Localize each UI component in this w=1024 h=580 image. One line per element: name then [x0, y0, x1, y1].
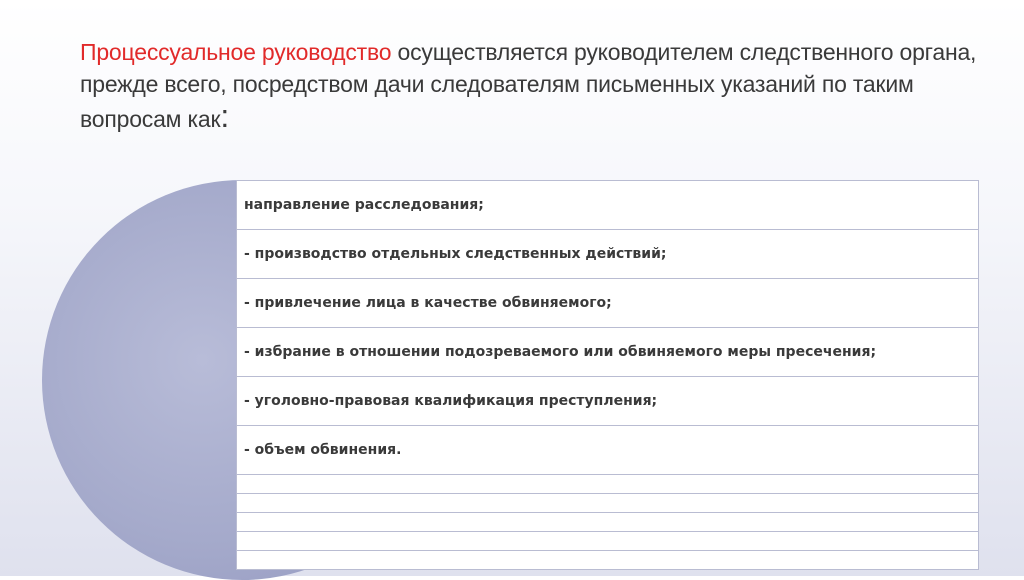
slide-title [80, 36, 980, 135]
title-rest: осуществляется руководителем следственного органа, прежде всего, посредством дачи следователям письменных указаний по таким вопросам как [80, 39, 977, 132]
list-item-text: направление расследования; [244, 197, 484, 213]
list-item [237, 377, 978, 426]
list-item-text: - уголовно-правовая квалификация преступления; [244, 393, 658, 409]
list-item [237, 426, 978, 475]
empty-row [237, 475, 978, 494]
list-item [237, 181, 978, 230]
list-item-text: - избрание в отношении подозреваемого или обвиняемого меры пресечения; [244, 344, 877, 360]
empty-row [237, 494, 978, 513]
title-colon: : [220, 98, 230, 134]
list-item [237, 230, 978, 279]
empty-row [237, 513, 978, 532]
title-accent: Процессуальное руководство [80, 39, 392, 65]
list-item-text: - объем обвинения. [244, 442, 402, 458]
list-item-text: - производство отдельных следственных действий; [244, 246, 667, 262]
empty-row [237, 532, 978, 551]
list-item [237, 279, 978, 328]
list-item-text: - привлечение лица в качестве обвиняемого; [244, 295, 612, 311]
instructions-list [236, 180, 979, 570]
empty-row [237, 551, 978, 570]
list-item [237, 328, 978, 377]
